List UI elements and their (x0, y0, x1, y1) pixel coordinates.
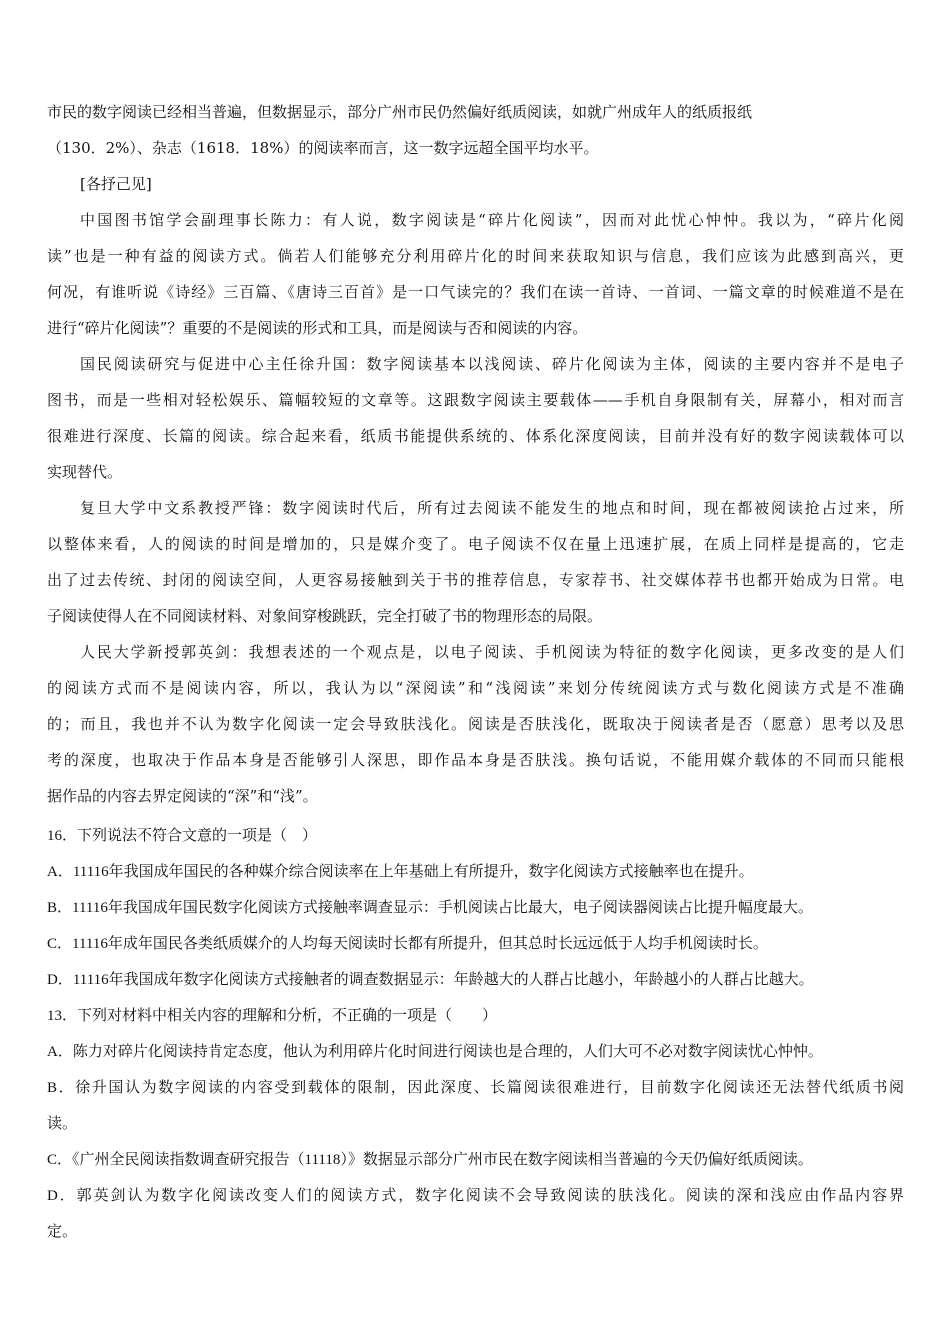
paragraph-xu-shengguo (47, 346, 904, 490)
passage-line: 进行“碎片化阅读”？重要的不是阅读的形式和工具，而是阅读与否和阅读的内容。 (47, 319, 588, 337)
passage-line: 的阅读方式而不是阅读内容，所以，我认为以“深阅读”和“浅阅读”来划分传统阅读方式与数化阅读方式是不准确 (47, 679, 904, 697)
passage-line: 何况，有谁听说《诗经》三百篇、《唐诗三百首》是一口气读完的？我们在读一首诗、一首词、一篇文章的时候难道不是在 (47, 283, 904, 301)
question-stem: 16．下列说法不符合文意的一项是（ ） (47, 828, 318, 844)
paragraph-guo-yingjian (47, 634, 904, 814)
option-d[interactable] (47, 1178, 904, 1250)
option-c[interactable]: C．11116年成年国民各类纸质媒介的人均每天阅读时长都有所提升，但其总时长远远低于人均手机阅读时长。 (47, 936, 768, 952)
passage-line: 市民的数字阅读已经相当普遍，但数据显示，部分广州市民仍然偏好纸质阅读，如就广州成年人的纸质报纸 (47, 103, 753, 121)
question-16 (47, 818, 904, 998)
option-b[interactable]: B．11116年我国成年国民数字化阅读方式接触率调查显示：手机阅读占比最大，电子阅读器阅读占比提升幅度最大。 (47, 900, 813, 916)
option-b-line: 读。 (47, 1116, 78, 1132)
passage-line: 读”也是一种有益的阅读方式。倘若人们能够充分利用碎片化的时间来获取知识与信息，我们应该为此感到高兴，更 (47, 247, 904, 265)
document-page (47, 94, 904, 1250)
option-d[interactable]: D．11116年我国成年数字化阅读方式接触者的调查数据显示：年龄越大的人群占比越小，年龄越小的人群占比越大。 (47, 972, 814, 988)
passage-line: 子阅读使得人在不同阅读材料、对象间穿梭跳跃，完全打破了书的物理形态的局限。 (47, 607, 603, 625)
passage-line: 国民阅读研究与促进中心主任徐升国：数字阅读基本以浅阅读、碎片化阅读为主体，阅读的主要内容并不是电子 (80, 355, 904, 373)
option-a[interactable]: A．11116年我国成年国民的各种媒介综合阅读率在上年基础上有所提升，数字化阅读方式接触率也在提升。 (47, 864, 754, 880)
passage-line: 复旦大学中文系教授严锋：数字阅读时代后，所有过去阅读不能发生的地点和时间，现在都被阅读抢占过来，所 (80, 499, 904, 517)
question-13 (47, 998, 904, 1250)
passage-line: 实现替代。 (47, 463, 123, 481)
section-heading: [各抒己见] (80, 175, 152, 193)
passage-line: 中国图书馆学会副理事长陈力：有人说，数字阅读是“碎片化阅读”，因而对此忧心忡忡。我以为，“碎片化阅 (80, 211, 904, 229)
passage-line: 据作品的内容去界定阅读的“深”和“浅”。 (47, 787, 318, 805)
passage-line: 图书，而是一些相对轻松娱乐、篇幅较短的文章等。这跟数字阅读主要载体——手机自身限制有关，屏幕小，相对而言 (47, 391, 904, 409)
question-stem: 13．下列对材料中相关内容的理解和分析，不正确的一项是（ ） (47, 1008, 498, 1024)
option-b[interactable] (47, 1070, 904, 1142)
option-c[interactable]: C．《广州全民阅读指数调查研究报告（11118）》数据显示部分广州市民在数字阅读相当普遍的今天仍偏好纸质阅读。 (47, 1152, 813, 1168)
passage-line: 以整体来看，人的阅读的时间是增加的，只是媒介变了。电子阅读不仅在量上迅速扩展，在质上同样是提高的，它走 (47, 535, 904, 553)
option-b-line: B．徐升国认为数字阅读的内容受到载体的限制，因此深度、长篇阅读很难进行，目前数字化阅读还无法替代纸质书阅 (47, 1080, 904, 1096)
option-a[interactable]: A．陈力对碎片化阅读持肯定态度，他认为利用碎片化时间进行阅读也是合理的，人们大可不必对数字阅读忧心忡忡。 (47, 1044, 823, 1060)
passage-line: 人民大学新授郭英剑：我想表述的一个观点是，以电子阅读、手机阅读为特征的数字化阅读，更多改变的是人们 (80, 643, 904, 661)
option-d-line: 定。 (47, 1224, 78, 1240)
passage-line: 很难进行深度、长篇的阅读。综合起来看，纸质书能提供系统的、体系化深度阅读，目前并没有好的数字阅读载体可以 (47, 427, 904, 445)
passage-line: 的；而且，我也并不认为数字化阅读一定会导致肤浅化。阅读是否肤浅化，既取决于阅读者是否（愿意）思考以及思 (47, 715, 904, 733)
passage-line: （130．2%）、杂志（1618．18%）的阅读率而言，这一数字远超全国平均水平。 (47, 139, 599, 157)
passage-line: 考的深度，也取决于作品本身是否能够引人深思，即作品本身是否肤浅。换句话说，不能用媒介载体的不同而只能根 (47, 751, 904, 769)
paragraph-chen-li (47, 202, 904, 346)
option-d-line: D．郭英剑认为数字化阅读改变人们的阅读方式，数字化阅读不会导致阅读的肤浅化。阅读的深和浅应由作品内容界 (47, 1188, 904, 1204)
paragraph-yan-feng (47, 490, 904, 634)
passage-line: 出了过去传统、封闭的阅读空间，人更容易接触到关于书的推荐信息，专家荐书、社交媒体荐书也都开始成为日常。电 (47, 571, 904, 589)
